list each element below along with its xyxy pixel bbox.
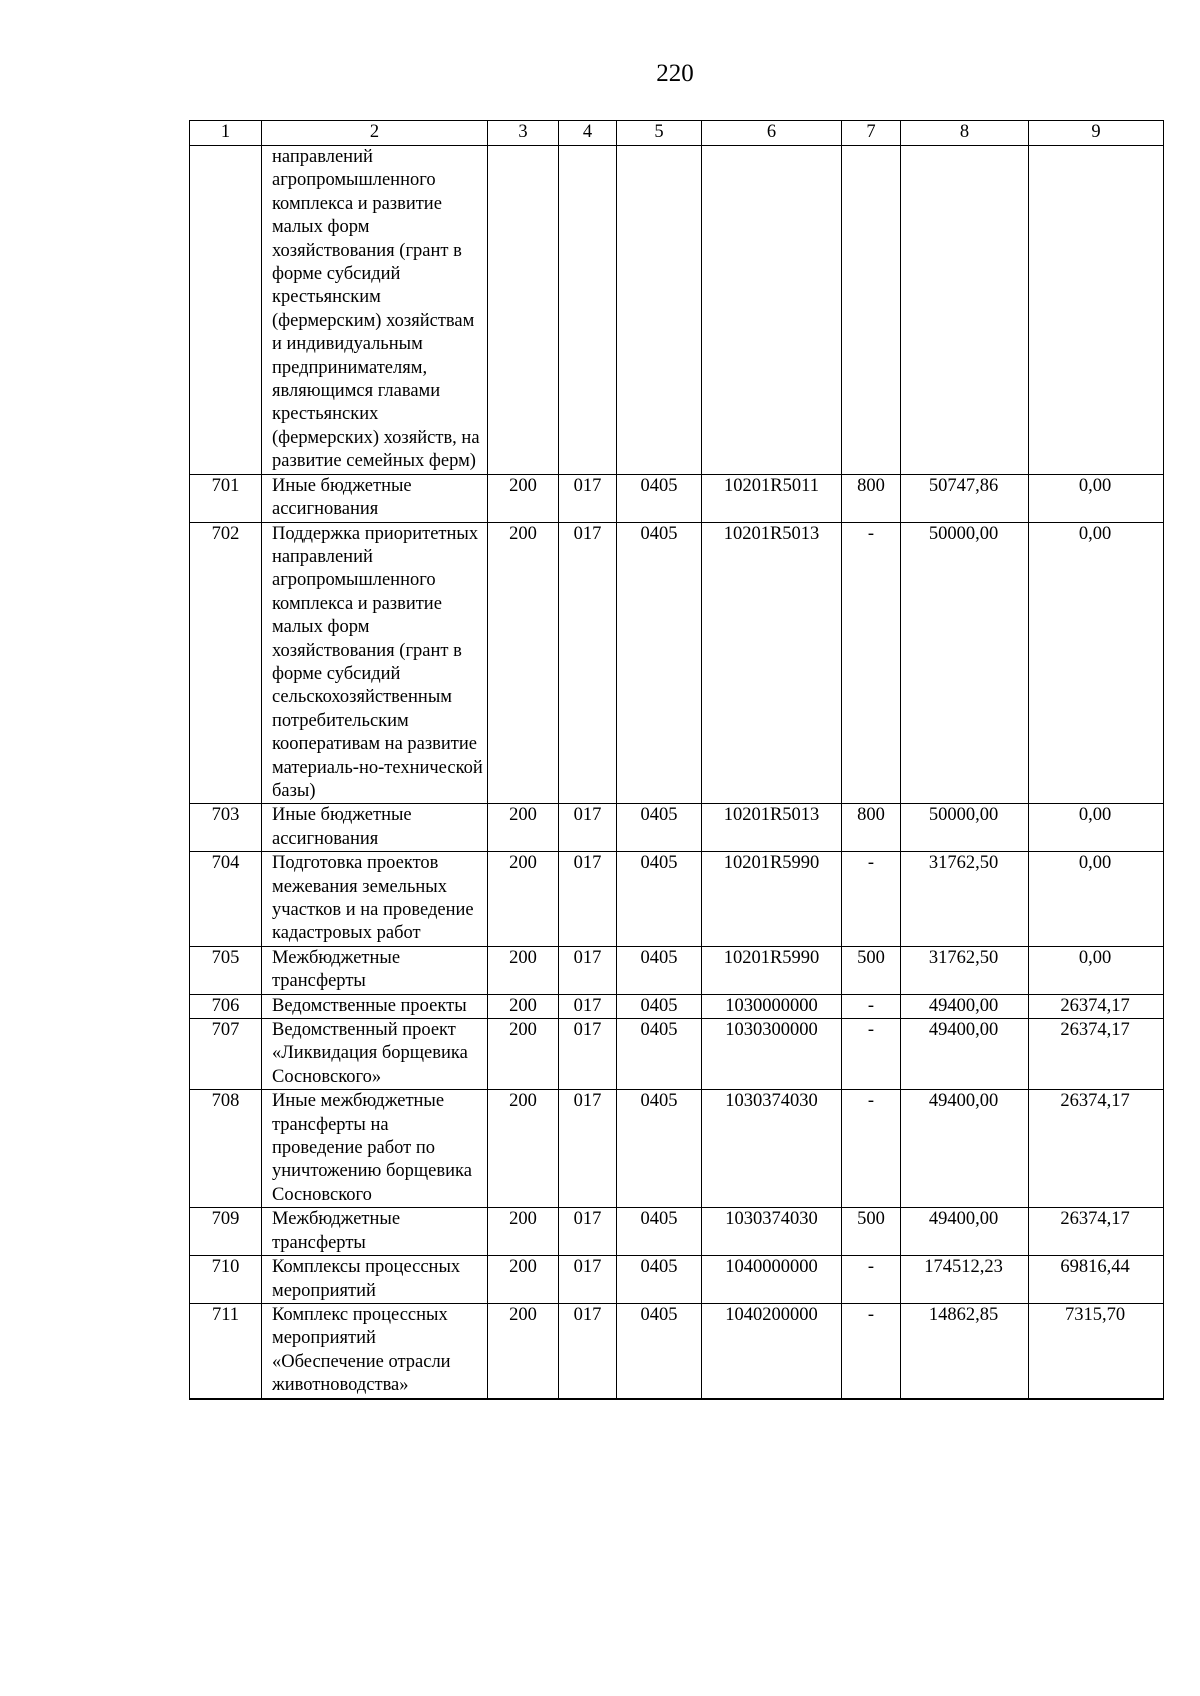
cell-code-3: 200 — [488, 1019, 559, 1090]
cell-section-code: 0405 — [617, 1208, 702, 1256]
cell-amount-8: 14862,85 — [901, 1303, 1029, 1398]
table-row — [190, 852, 1164, 947]
cell-code-3: 200 — [488, 1208, 559, 1256]
cell-expense-type: - — [842, 522, 901, 804]
cell-code-3 — [488, 146, 559, 475]
cell-target-code: 1030374030 — [702, 1090, 842, 1208]
cell-expense-type: - — [842, 1303, 901, 1398]
cell-amount-9: 0,00 — [1029, 474, 1164, 522]
cell-expense-type: - — [842, 994, 901, 1018]
cell-row-number: 710 — [190, 1256, 262, 1304]
cell-section-code: 0405 — [617, 994, 702, 1018]
cell-amount-9: 69816,44 — [1029, 1256, 1164, 1304]
cell-code-4: 017 — [559, 946, 617, 994]
table-body — [190, 146, 1164, 1399]
table-row — [190, 474, 1164, 522]
table-row — [190, 1090, 1164, 1208]
column-header-3: 3 — [488, 121, 559, 146]
cell-row-number: 709 — [190, 1208, 262, 1256]
cell-code-3: 200 — [488, 994, 559, 1018]
cell-amount-9: 0,00 — [1029, 852, 1164, 947]
cell-name: Межбюджетные трансферты — [262, 1208, 488, 1256]
cell-row-number: 701 — [190, 474, 262, 522]
cell-amount-8: 174512,23 — [901, 1256, 1029, 1304]
cell-code-3: 200 — [488, 1090, 559, 1208]
table-row — [190, 1208, 1164, 1256]
cell-section-code: 0405 — [617, 522, 702, 804]
cell-code-3: 200 — [488, 946, 559, 994]
cell-name: Ведомственный проект «Ликвидация борщевика Сосновского» — [262, 1019, 488, 1090]
cell-row-number: 706 — [190, 994, 262, 1018]
cell-amount-8: 49400,00 — [901, 1090, 1029, 1208]
cell-code-3: 200 — [488, 1256, 559, 1304]
cell-code-4: 017 — [559, 1303, 617, 1398]
cell-code-4: 017 — [559, 1019, 617, 1090]
column-header-5: 5 — [617, 121, 702, 146]
cell-code-3: 200 — [488, 852, 559, 947]
column-header-7: 7 — [842, 121, 901, 146]
cell-name: Подготовка проектов межевания земельных участков и на проведение кадастровых работ — [262, 852, 488, 947]
cell-name: Иные бюджетные ассигнования — [262, 474, 488, 522]
cell-expense-type: - — [842, 852, 901, 947]
cell-target-code: 10201R5990 — [702, 946, 842, 994]
cell-target-code — [702, 146, 842, 475]
table-row — [190, 1256, 1164, 1304]
column-header-1: 1 — [190, 121, 262, 146]
cell-name: Ведомственные проекты — [262, 994, 488, 1018]
column-header-2: 2 — [262, 121, 488, 146]
cell-expense-type: 800 — [842, 474, 901, 522]
cell-amount-9: 26374,17 — [1029, 994, 1164, 1018]
cell-name: Комплекс процессных мероприятий «Обеспечение отрасли животноводства» — [262, 1303, 488, 1398]
cell-row-number — [190, 146, 262, 475]
cell-section-code: 0405 — [617, 1019, 702, 1090]
cell-amount-9 — [1029, 146, 1164, 475]
cell-amount-8: 31762,50 — [901, 946, 1029, 994]
cell-name: Поддержка приоритетных направлений агропромышленного комплекса и развитие малых форм хозяйствования (грант в форме субсидий сельскохозяйственным потребительским кооперативам на развитие материаль-но-технической базы) — [262, 522, 488, 804]
header-row — [190, 121, 1164, 146]
cell-section-code: 0405 — [617, 1090, 702, 1208]
cell-target-code: 1030374030 — [702, 1208, 842, 1256]
cell-amount-9: 0,00 — [1029, 804, 1164, 852]
cell-code-4 — [559, 146, 617, 475]
cell-expense-type: 800 — [842, 804, 901, 852]
cell-target-code: 10201R5990 — [702, 852, 842, 947]
cell-section-code: 0405 — [617, 474, 702, 522]
cell-amount-9: 26374,17 — [1029, 1090, 1164, 1208]
cell-row-number: 705 — [190, 946, 262, 994]
table-row — [190, 1303, 1164, 1398]
cell-expense-type: - — [842, 1019, 901, 1090]
cell-row-number: 703 — [190, 804, 262, 852]
table-row — [190, 522, 1164, 804]
table-row — [190, 1019, 1164, 1090]
cell-target-code: 1040200000 — [702, 1303, 842, 1398]
cell-amount-8: 50000,00 — [901, 522, 1029, 804]
cell-amount-8: 50000,00 — [901, 804, 1029, 852]
cell-expense-type — [842, 146, 901, 475]
cell-amount-8 — [901, 146, 1029, 475]
cell-row-number: 704 — [190, 852, 262, 947]
cell-code-3: 200 — [488, 474, 559, 522]
cell-amount-9: 0,00 — [1029, 946, 1164, 994]
cell-code-3: 200 — [488, 522, 559, 804]
page-number: 220 — [656, 60, 694, 87]
cell-code-4: 017 — [559, 994, 617, 1018]
cell-target-code: 10201R5013 — [702, 522, 842, 804]
cell-amount-8: 50747,86 — [901, 474, 1029, 522]
cell-amount-9: 0,00 — [1029, 522, 1164, 804]
cell-section-code: 0405 — [617, 1303, 702, 1398]
cell-amount-9: 26374,17 — [1029, 1019, 1164, 1090]
budget-table — [189, 120, 1164, 1400]
column-header-8: 8 — [901, 121, 1029, 146]
table-header — [190, 121, 1164, 146]
cell-expense-type: - — [842, 1090, 901, 1208]
table-row — [190, 804, 1164, 852]
cell-section-code: 0405 — [617, 1256, 702, 1304]
cell-code-4: 017 — [559, 1090, 617, 1208]
cell-section-code: 0405 — [617, 804, 702, 852]
cell-code-4: 017 — [559, 1208, 617, 1256]
cell-name: Иные межбюджетные трансферты на проведение работ по уничтожению борщевика Сосновского — [262, 1090, 488, 1208]
cell-row-number: 707 — [190, 1019, 262, 1090]
column-header-6: 6 — [702, 121, 842, 146]
column-header-4: 4 — [559, 121, 617, 146]
cell-code-4: 017 — [559, 522, 617, 804]
cell-code-4: 017 — [559, 474, 617, 522]
cell-name: Иные бюджетные ассигнования — [262, 804, 488, 852]
cell-code-3: 200 — [488, 804, 559, 852]
cell-target-code: 1030000000 — [702, 994, 842, 1018]
cell-code-4: 017 — [559, 804, 617, 852]
cell-section-code — [617, 146, 702, 475]
cell-name: направлений агропромышленного комплекса и развитие малых форм хозяйствования (грант в форме субсидий крестьянским (фермерским) хозяйствам и индивидуальным предпринимателям, являющимся главами крестьянских (фермерских) хозяйств, на развитие семейных ферм) — [262, 146, 488, 475]
table-row — [190, 994, 1164, 1018]
cell-amount-9: 7315,70 — [1029, 1303, 1164, 1398]
cell-code-4: 017 — [559, 852, 617, 947]
cell-name: Межбюджетные трансферты — [262, 946, 488, 994]
cell-row-number: 711 — [190, 1303, 262, 1398]
cell-amount-8: 31762,50 — [901, 852, 1029, 947]
cell-amount-9: 26374,17 — [1029, 1208, 1164, 1256]
cell-target-code: 1040000000 — [702, 1256, 842, 1304]
table-row — [190, 946, 1164, 994]
cell-amount-8: 49400,00 — [901, 1208, 1029, 1256]
table-row — [190, 146, 1164, 475]
cell-expense-type: 500 — [842, 1208, 901, 1256]
cell-expense-type: 500 — [842, 946, 901, 994]
cell-amount-8: 49400,00 — [901, 994, 1029, 1018]
column-header-9: 9 — [1029, 121, 1164, 146]
cell-section-code: 0405 — [617, 852, 702, 947]
cell-name: Комплексы процессных мероприятий — [262, 1256, 488, 1304]
cell-target-code: 10201R5011 — [702, 474, 842, 522]
cell-code-4: 017 — [559, 1256, 617, 1304]
cell-row-number: 702 — [190, 522, 262, 804]
cell-target-code: 10201R5013 — [702, 804, 842, 852]
cell-expense-type: - — [842, 1256, 901, 1304]
cell-target-code: 1030300000 — [702, 1019, 842, 1090]
cell-section-code: 0405 — [617, 946, 702, 994]
cell-amount-8: 49400,00 — [901, 1019, 1029, 1090]
cell-row-number: 708 — [190, 1090, 262, 1208]
cell-code-3: 200 — [488, 1303, 559, 1398]
